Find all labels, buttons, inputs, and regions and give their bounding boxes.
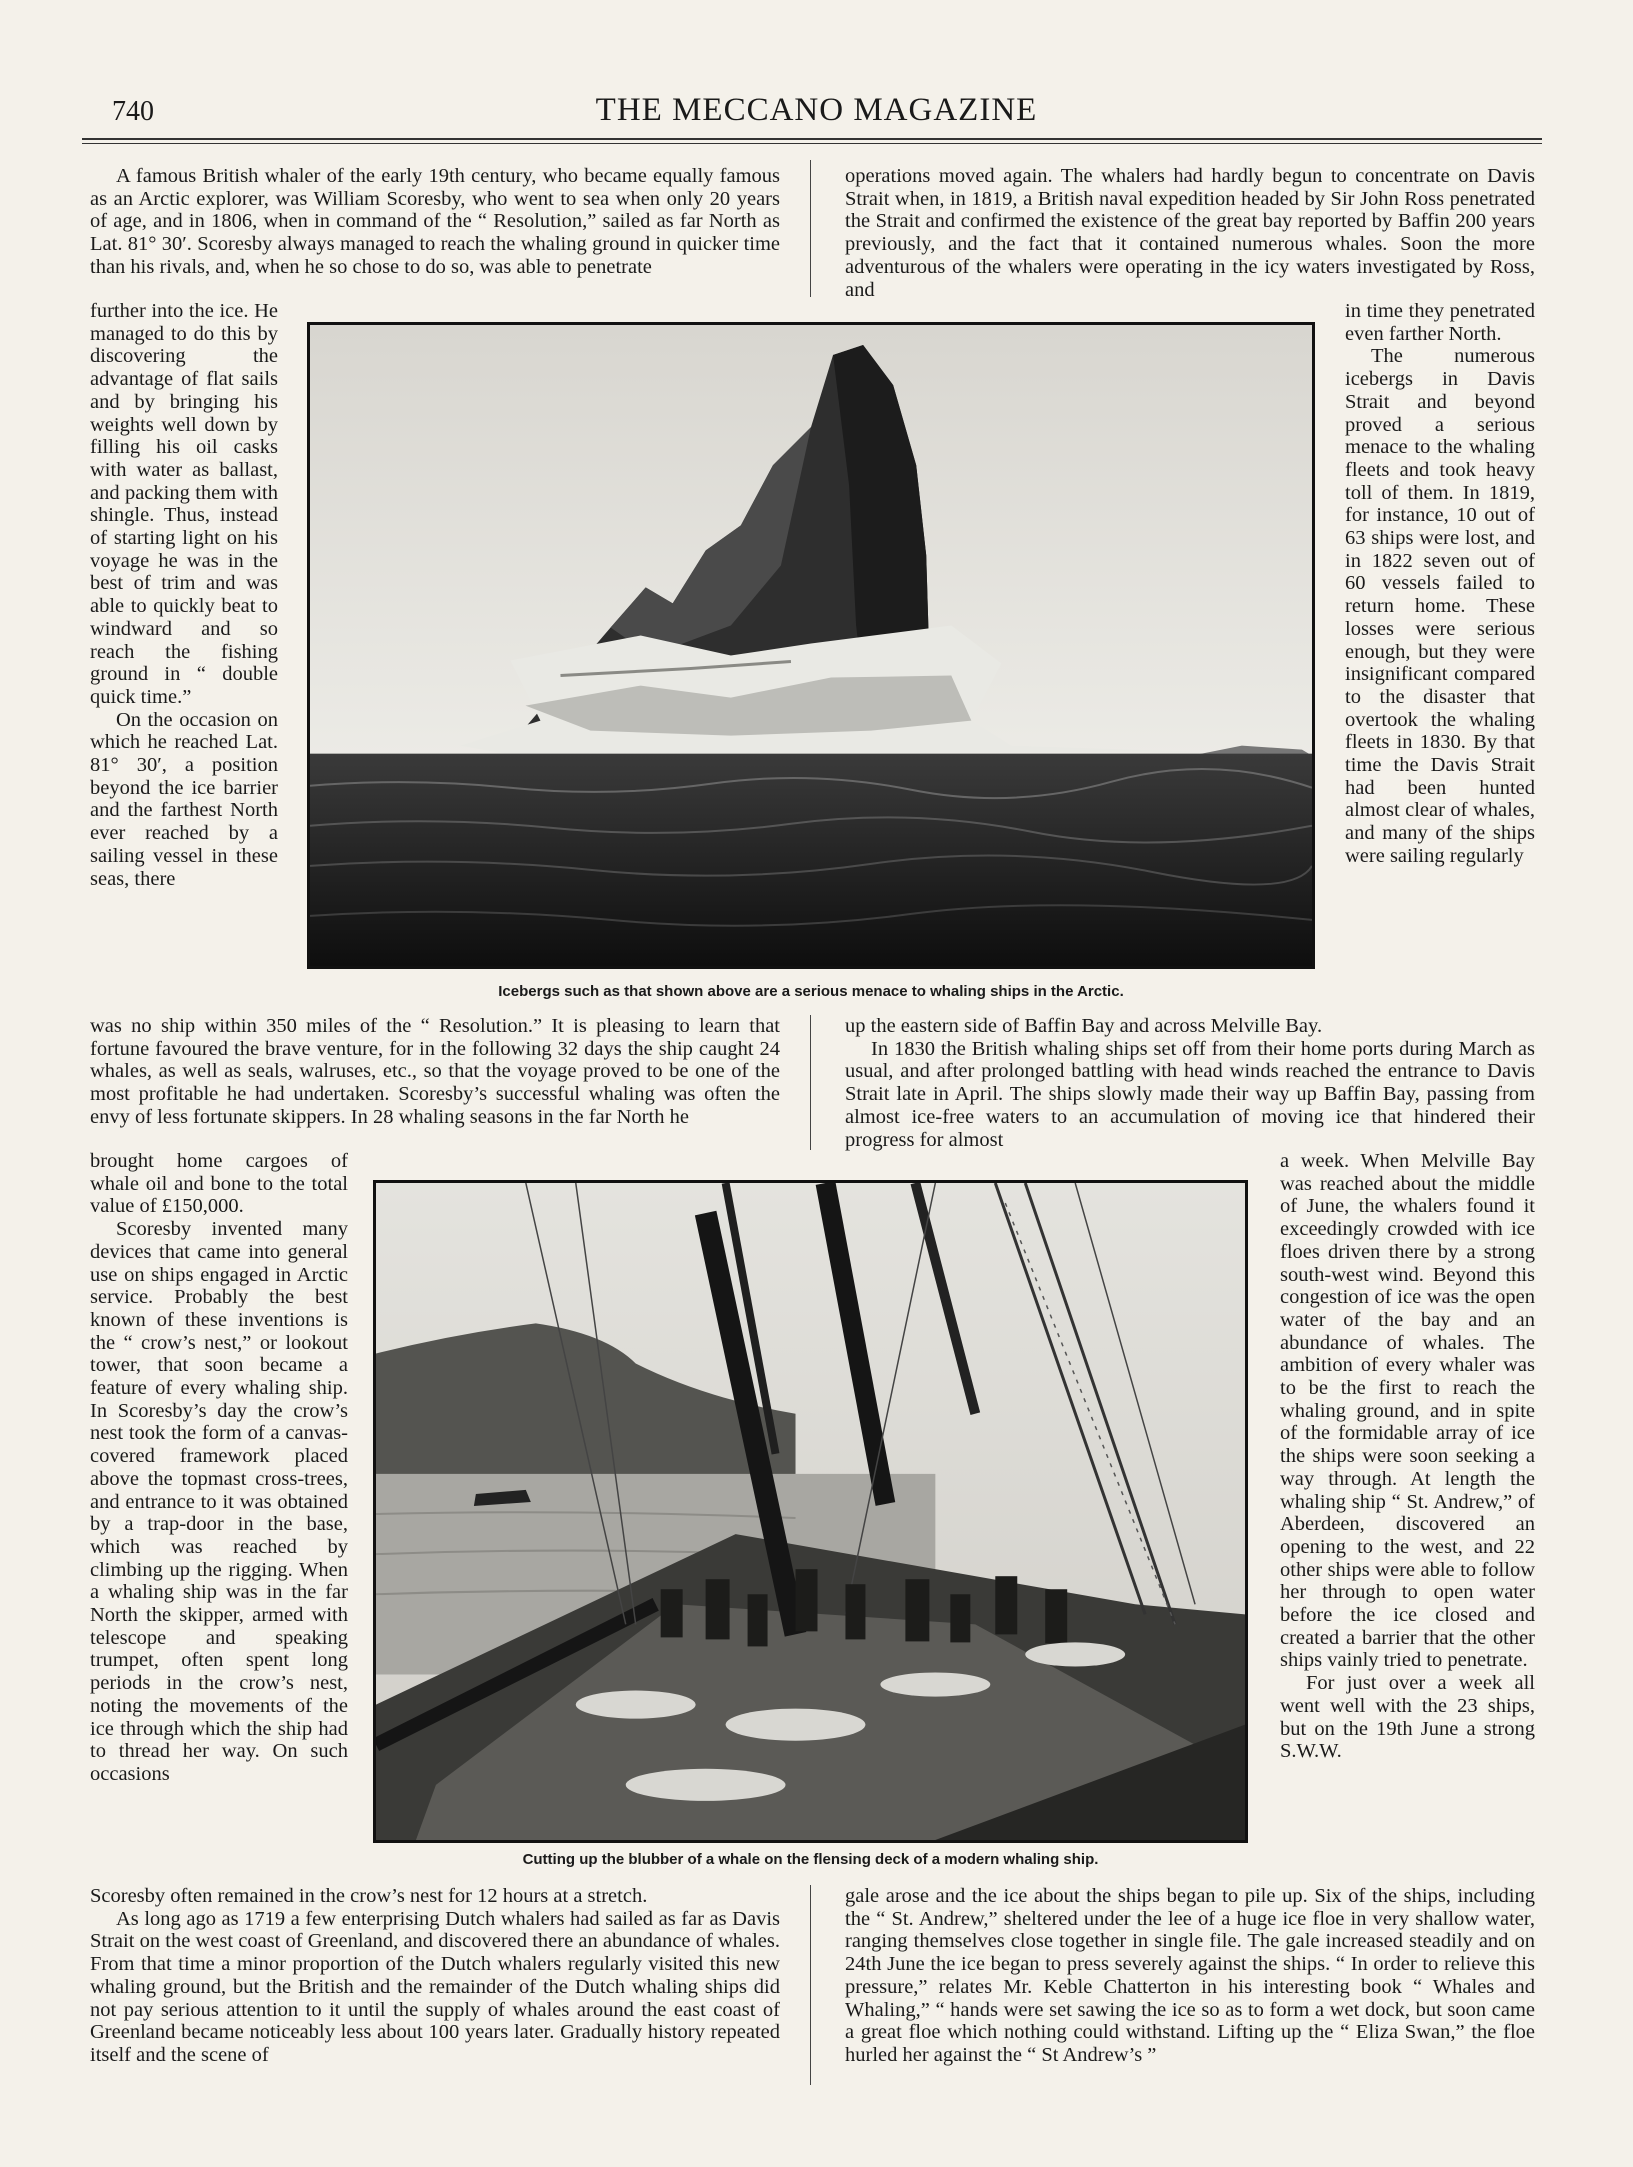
paragraph: further into the ice. He managed to do this by discovering the advantage of flat sails and by bringing his weights well down by filling his oil casks with water as ballast, and packing them with shingle. Thus, instead of starting light on his voyage he was in the best of trim and was able to quickly beat to windward and so reach the fishing ground in “ double quick time.” (90, 300, 278, 708)
paragraph: The numerous icebergs in Davis Strait and beyond proved a serious menace to the whaling fleets and took heavy toll of them. In 1819, for instance, 10 out of 63 ships were lost, and in 1822 seven out of 60 vessels failed to return home. These losses were serious enough, but they were insignificant compared to the disaster that overtook the whaling fleets in 1830. By that time the Davis Strait had been hunted almost clear of whales, and many of the ships were sailing regularly (1345, 345, 1535, 867)
iceberg-caption: Icebergs such as that shown above are a serious menace to whaling ships in the Arctic. (498, 983, 1124, 1000)
flensing-deck-caption: Cutting up the blubber of a whale on the flensing deck of a modern whaling ship. (522, 1851, 1099, 1868)
article-text-left-narrow-b (90, 1150, 348, 1786)
magazine-title: THE MECCANO MAGAZINE (595, 92, 1038, 128)
paragraph: A famous British whaler of the early 19th century, who became equally famous as an Arctic explorer, was William Scoresby, who went to sea when only 20 years of age, and in 1806, when in command of the “ Resolution,” sailed as far North as Lat. 81° 30′. Scoresby always managed to reach the whaling ground in quicker time than his rivals, and, when he so chose to do so, was able to penetrate (90, 165, 780, 278)
article-text-left-bottom (90, 1885, 780, 2067)
article-text-right-narrow-b (1280, 1150, 1535, 1763)
paragraph: gale arose and the ice about the ships began to pile up. Six of the ships, including the “ St. Andrew,” sheltered under the lee of a huge ice floe in very shallow water, ranging themselves close together in single file. The gale increased steadily and on 24th June the ice began to press severely against the ships. “ In order to relieve this pressure,” relates Mr. Keble Chatterton in his interesting book “ Whales and Whaling,” “ hands were set sawing the ice so as to form a wet dock, but soon came a great floe which nothing could withstand. Lifting up the “ Eliza Swan,” the floe hurled her against the “ St Andrew’s ” (845, 1885, 1535, 2066)
flensing-deck-photo (373, 1180, 1248, 1843)
header-rule (82, 138, 1542, 140)
flensing-deck-image (376, 1183, 1245, 1840)
column-divider (810, 1885, 811, 2085)
iceberg-photo (307, 322, 1315, 969)
iceberg-image (310, 325, 1312, 966)
article-text-left-mid (90, 1015, 780, 1129)
article-text-left-top (90, 165, 780, 279)
paragraph: Scoresby invented many devices that came into general use on ships engaged in Arctic service. Probably the best known of these inventions is the “ crow’s nest,” or lookout tower, that soon became a feature of every whaling ship. In Scoresby’s day the crow’s nest took the form of a canvas-covered framework placed above the topmast cross-trees, and entrance to it was obtained by a trap-door in the base, which was reached by climbing up the rigging. When a whaling ship was in the far North the skipper, armed with telescope and speaking trumpet, often spent long periods in the crow’s nest, noting the movements of the ice through which the ship had to thread her way. On such occasions (90, 1218, 348, 1785)
paragraph: up the eastern side of Baffin Bay and across Melville Bay. (845, 1015, 1323, 1037)
header-rule-thin (82, 143, 1542, 144)
article-text-right-bottom (845, 1885, 1535, 2067)
article-text-right-narrow-a (1345, 300, 1535, 868)
paragraph: As long ago as 1719 a few enterprising Dutch whalers had sailed as far as Davis Strait on the west coast of Greenland, and discovered there an abundance of whales. From that time a minor proportion of the Dutch whalers regularly visited this new whaling ground, but the British and the remainder of the Dutch whaling ships did not pay serious attention to it until the supply of whales around the east coast of Greenland became noticeably less about 100 years later. Gradually history repeated itself and the scene of (90, 1907, 780, 2066)
paragraph: On the occasion on which he reached Lat. 81° 30′, a position beyond the ice barrier and the farthest North ever reached by a sailing vessel in these seas, there (90, 708, 278, 890)
paragraph: For just over a week all went well with the 23 ships, but on the 19th June a strong S.W.W. (1280, 1672, 1535, 1763)
paragraph: was no ship within 350 miles of the “ Resolution.” It is pleasing to learn that fortune favoured the brave venture, for in the following 32 days the ship caught 24 whales, as well as seals, walruses, etc., so that the voyage proved to be one of the most profitable he had undertaken. Scoresby’s successful whaling was often the envy of less fortunate skippers. In 28 whaling seasons in the far North he (90, 1015, 780, 1128)
column-divider (810, 1015, 811, 1150)
paragraph: Scoresby often remained in the crow’s nest for 12 hours at a stretch. (90, 1885, 648, 1907)
paragraph: In 1830 the British whaling ships set off from their home ports during March as usual, and after prolonged battling with head winds reached the entrance to Davis Strait late in April. The ships slowly made their way up Baffin Bay, passing from almost ice-free waters to an accumulation of moving ice that hindered their progress for almost (845, 1037, 1535, 1151)
paragraph: operations moved again. The whalers had hardly begun to concentrate on Davis Strait when, in 1819, a British naval expedition headed by Sir John Ross penetrated the Strait and confirmed the existence of the great bay reported by Baffin 200 years previously, and the fact that it contained numerous whales. Soon the more adventurous of the whalers were operating in the icy waters investigated by Ross, and (845, 165, 1535, 301)
column-divider (810, 160, 811, 297)
paragraph: brought home cargoes of whale oil and bone to the total value of £150,000. (90, 1150, 348, 1218)
paragraph: in time they penetrated even farther North. (1345, 300, 1535, 345)
article-text-left-narrow-a (90, 300, 278, 890)
page-number: 740 (112, 96, 154, 127)
article-text-right-mid (845, 1015, 1535, 1151)
paragraph: a week. When Melville Bay was reached about the middle of June, the whalers found it exceedingly crowded with ice floes driven there by a strong south-west wind. Beyond this congestion of ice was the open water of the bay and an abundance of whales. The ambition of every whaler was to be the first to reach the whaling ground, and in spite of the formidable array of ice the ships were soon seeking a way through. At length the whaling ship “ St. Andrew,” of Aberdeen, discovered an opening to the west, and 22 other ships were able to follow her through to open water before the ice closed and created a barrier that the other ships vainly tried to penetrate. (1280, 1150, 1535, 1672)
article-text-right-top (845, 165, 1535, 301)
